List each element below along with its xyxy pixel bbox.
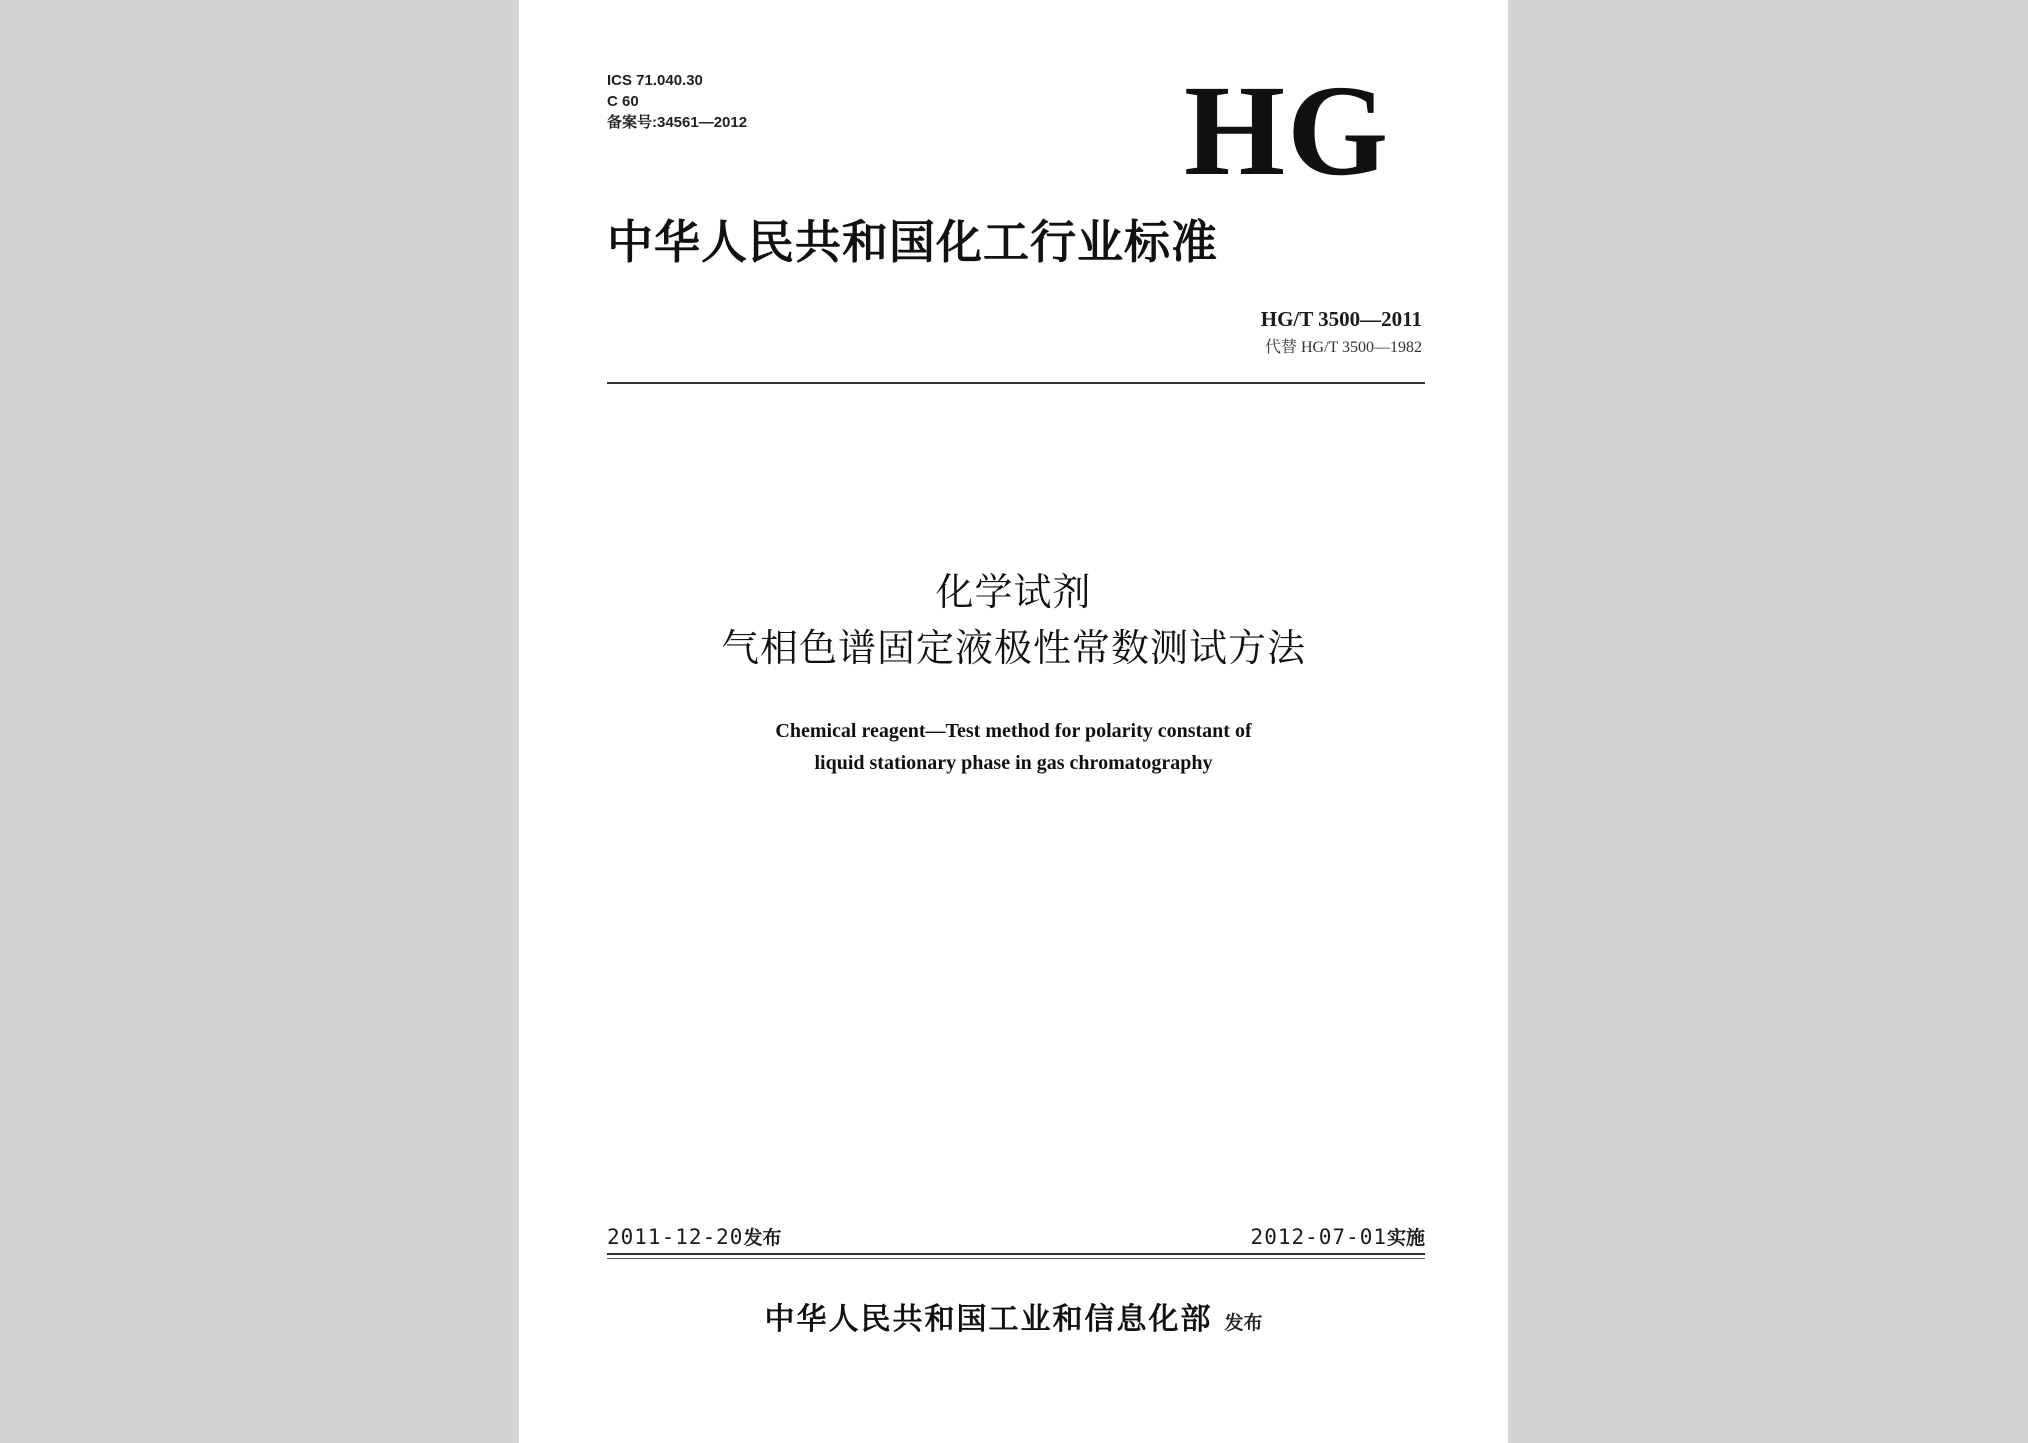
issue-date-block bbox=[607, 1223, 781, 1252]
header-divider bbox=[607, 382, 1425, 384]
publisher-name: 中华人民共和国工业和信息化部 bbox=[764, 1302, 1213, 1337]
title-en-line2: liquid stationary phase in gas chromatography bbox=[814, 752, 1213, 774]
footer-divider bbox=[607, 1253, 1425, 1255]
issue-label: 发布 bbox=[743, 1227, 782, 1249]
standard-number: HG/T 3500—2011 bbox=[1260, 307, 1422, 331]
implement-date: 2012-07-01 bbox=[1250, 1225, 1387, 1249]
publisher-suffix: 发布 bbox=[1224, 1312, 1263, 1334]
ics-code: ICS 71.040.30 bbox=[607, 72, 703, 89]
filing-number: 备案号:34561—2012 bbox=[607, 114, 748, 131]
implement-label: 实施 bbox=[1386, 1227, 1425, 1249]
standard-category-title: 中华人民共和国化工行业标准 bbox=[607, 215, 1218, 269]
footer-divider-thin bbox=[607, 1258, 1425, 1259]
document-page bbox=[519, 0, 1508, 1443]
publisher-line bbox=[519, 1300, 1508, 1340]
issue-date: 2011-12-20 bbox=[607, 1225, 744, 1249]
hg-logo: HG bbox=[1184, 59, 1391, 203]
implement-date-block bbox=[1251, 1223, 1425, 1252]
ccs-code: C 60 bbox=[607, 93, 639, 110]
title-cn-line2: 气相色谱固定液极性常数测试方法 bbox=[720, 626, 1306, 670]
title-cn-line1: 化学试剂 bbox=[935, 570, 1092, 614]
title-en-line1: Chemical reagent—Test method for polarity constant of bbox=[775, 720, 1252, 742]
replaces-standard: 代替 HG/T 3500—1982 bbox=[1264, 339, 1422, 356]
classification-block bbox=[607, 70, 747, 133]
